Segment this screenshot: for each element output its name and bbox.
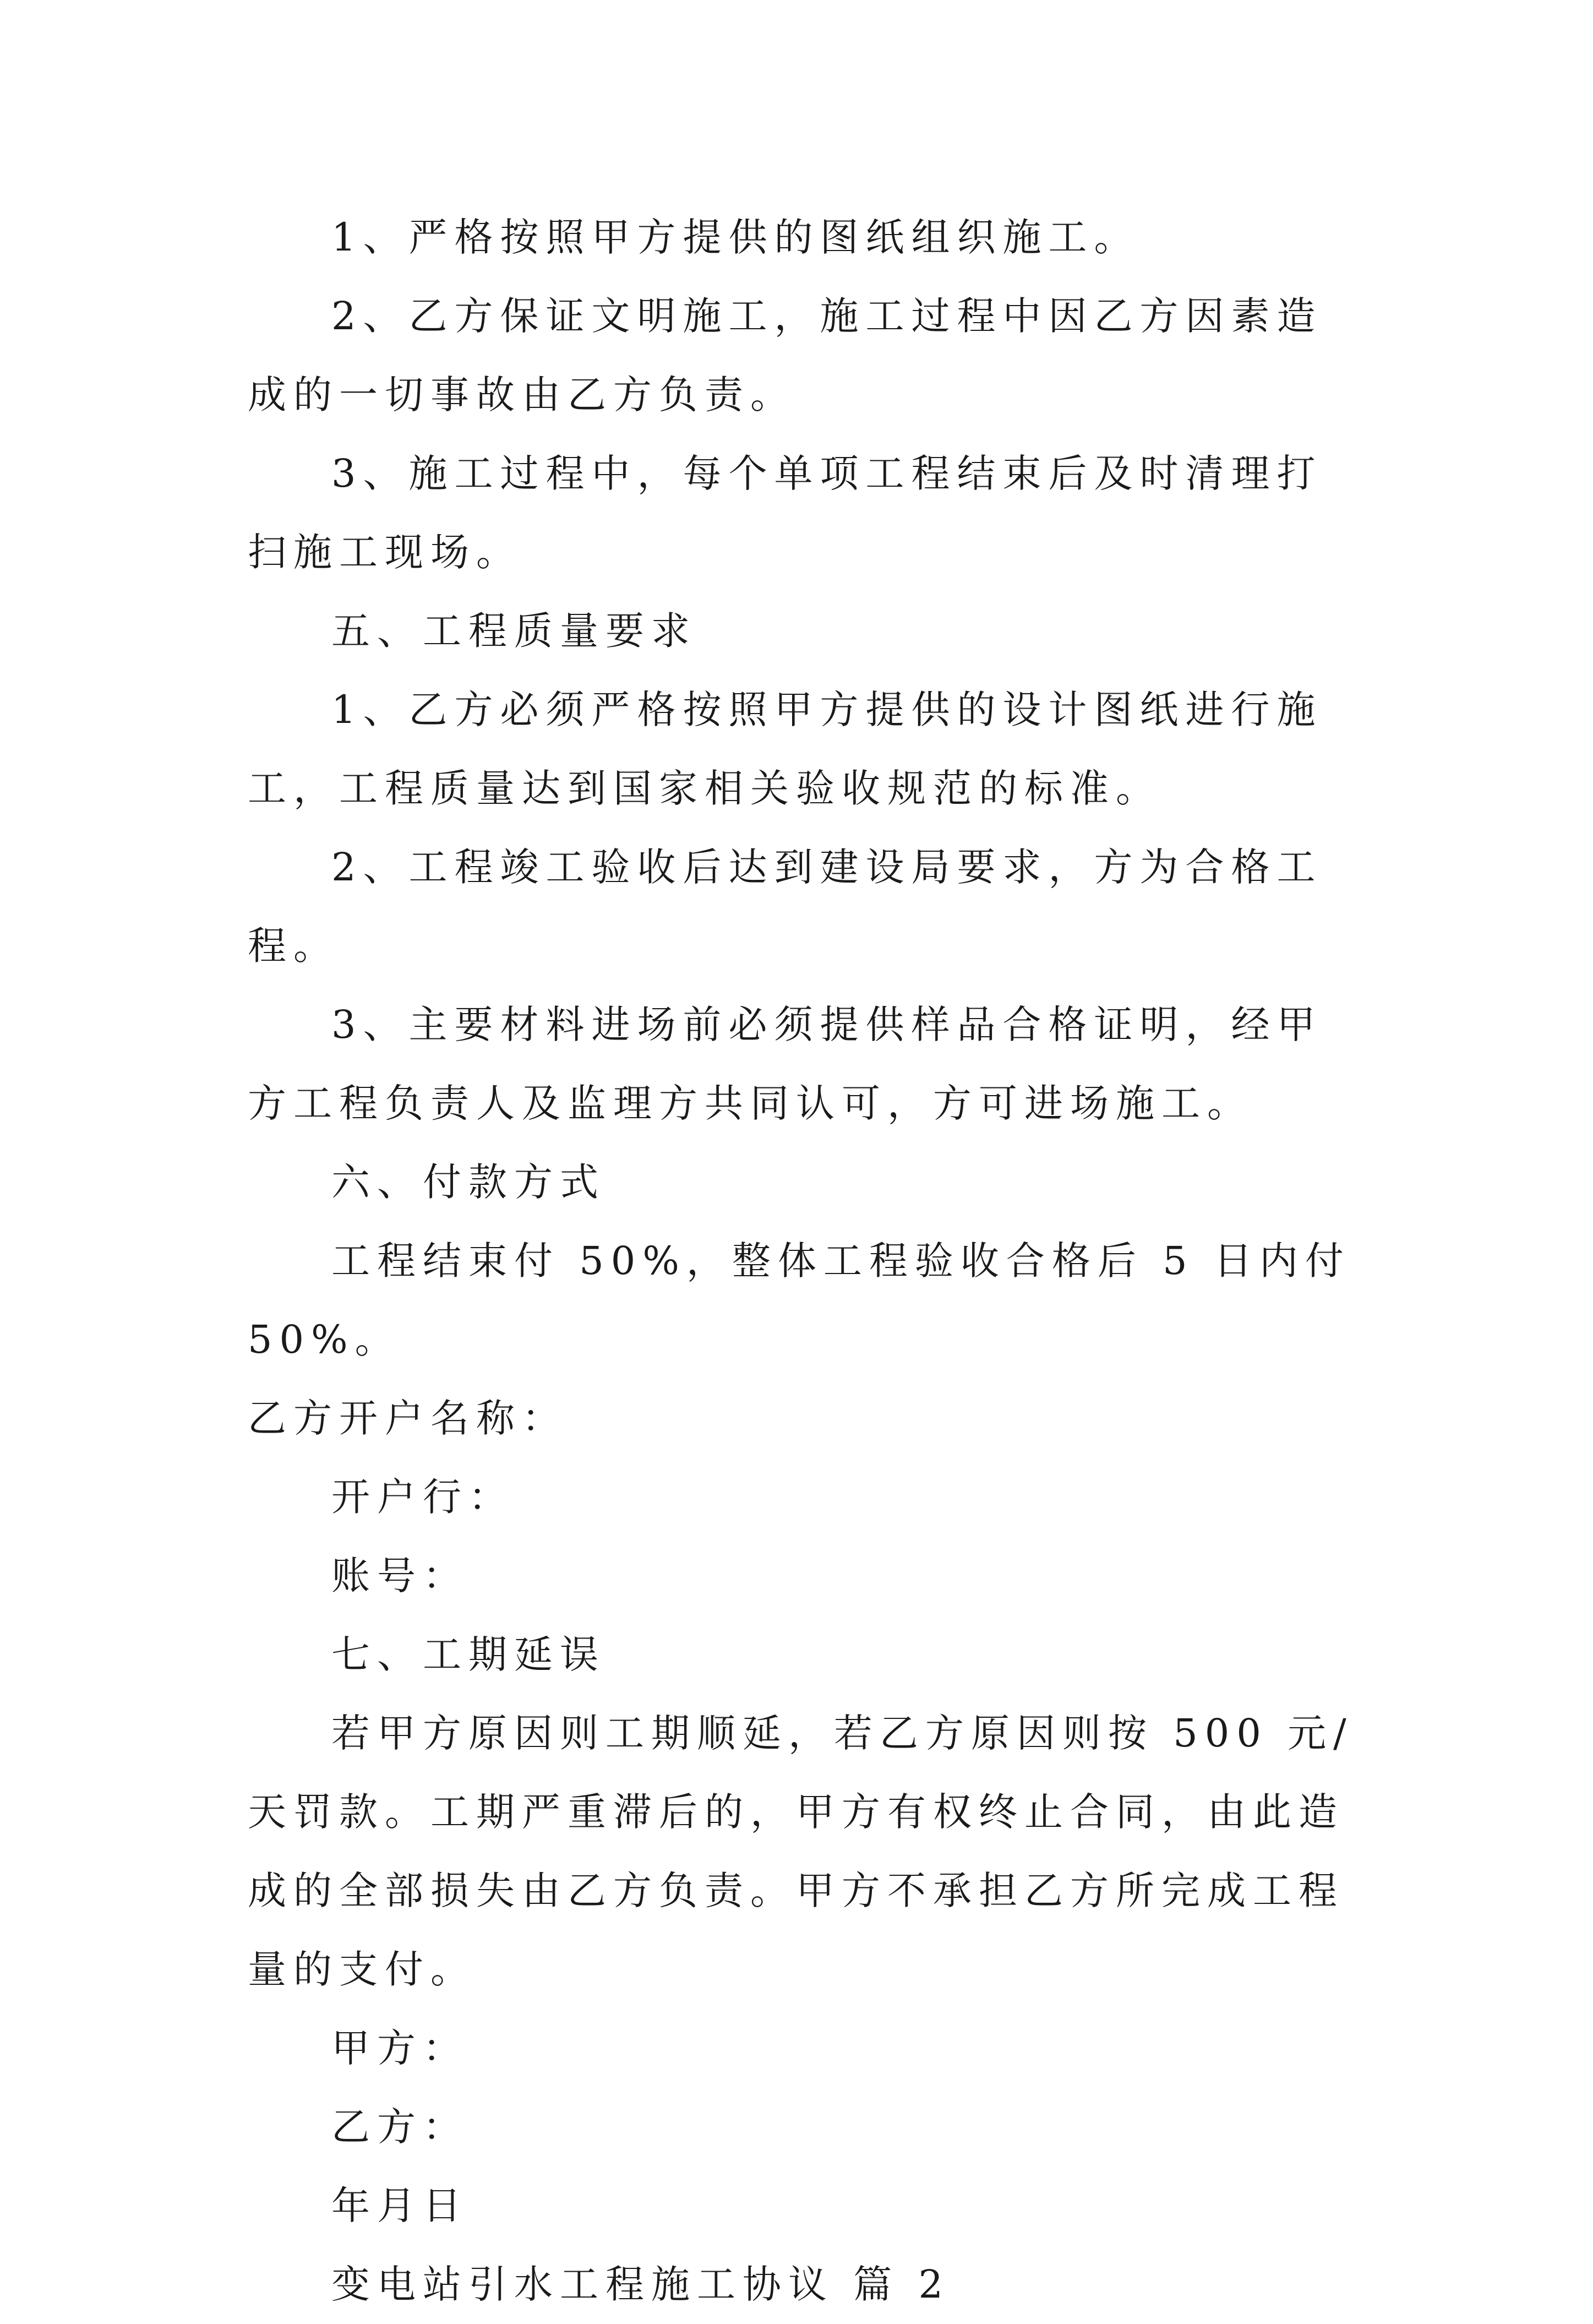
date-line: 年月日: [331, 2183, 468, 2228]
paragraph: 2、乙方保证文明施工，施工过程中因乙方因素造成的一切事故由乙方负责。: [248, 293, 1323, 417]
document-body: [248, 198, 1365, 2324]
paragraph: 1、严格按照甲方提供的图纸组织施工。: [331, 215, 1140, 260]
paragraph: 若甲方原因则工期顺延，若乙方原因则按 500 元/天罚款。工期严重滞后的，甲方有权终止合同，由此造成的全部损失由乙方负责。甲方不承担乙方所完成工程量的支付。: [248, 1711, 1354, 1992]
bank-line: 开户行：: [331, 1474, 514, 1520]
paragraph: 3、主要材料进场前必须提供样品合格证明，经甲方工程负责人及监理方共同认可，方可进场施工。: [248, 1002, 1323, 1126]
paragraph: 3、施工过程中，每个单项工程结束后及时清理打扫施工现场。: [248, 451, 1323, 575]
next-agreement-title: 变电站引水工程施工协议 篇 2: [331, 2262, 951, 2307]
party-b-signature-line: 乙方：: [331, 2104, 468, 2149]
paragraph: 工程结束付 50%，整体工程验收合格后 5 日内付 50%。: [248, 1238, 1351, 1362]
section-heading-delay: 七、工期延误: [331, 1632, 605, 1677]
account-number-line: 账号：: [331, 1553, 468, 1598]
paragraph: 2、工程竣工验收后达到建设局要求，方为合格工程。: [248, 845, 1323, 968]
section-heading-payment: 六、付款方式: [331, 1160, 605, 1205]
paragraph: 1、乙方必须严格按照甲方提供的设计图纸进行施工，工程质量达到国家相关验收规范的标准。: [248, 687, 1323, 811]
party-a-signature-line: 甲方：: [331, 2026, 468, 2071]
account-name-line: 乙方开户名称：: [248, 1396, 568, 1441]
section-heading-quality: 五、工程质量要求: [331, 608, 697, 654]
